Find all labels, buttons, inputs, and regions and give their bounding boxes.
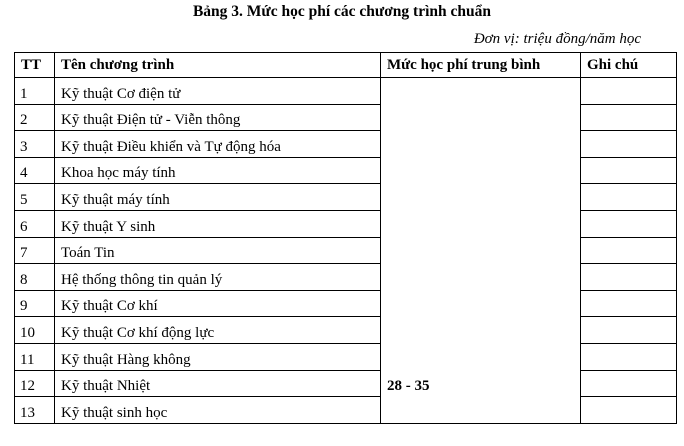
row-program-name: Kỹ thuật Y sinh — [55, 210, 381, 237]
table-header-row — [15, 53, 677, 78]
row-stt: 2 — [15, 104, 55, 131]
row-program-name: Kỹ thuật Cơ khí — [55, 290, 381, 317]
row-stt: 10 — [15, 317, 55, 344]
row-note — [581, 264, 677, 291]
row-program-name: Kỹ thuật Nhiệt — [55, 370, 381, 397]
row-program-name: Kỹ thuật Cơ điện tử — [55, 78, 381, 105]
row-program-name: Hệ thống thông tin quản lý — [55, 264, 381, 291]
row-stt: 6 — [15, 210, 55, 237]
row-stt: 8 — [15, 264, 55, 291]
row-note — [581, 290, 677, 317]
row-note — [581, 317, 677, 344]
row-program-name: Khoa học máy tính — [55, 157, 381, 184]
header-program: Tên chương trình — [55, 53, 381, 78]
row-note — [581, 184, 677, 211]
row-program-name: Toán Tin — [55, 237, 381, 264]
header-stt: TT — [15, 53, 55, 78]
row-stt: 5 — [15, 184, 55, 211]
row-stt: 4 — [15, 157, 55, 184]
row-note — [581, 210, 677, 237]
unit-note: Đơn vị: triệu đồng/năm học — [473, 31, 641, 47]
row-program-name: Kỹ thuật Điều khiển và Tự động hóa — [55, 131, 381, 158]
table-row — [15, 78, 677, 105]
table-caption: Bảng 3. Mức học phí các chương trình chuẩn — [192, 3, 492, 20]
row-stt: 13 — [15, 397, 55, 424]
row-stt: 11 — [15, 343, 55, 370]
row-note — [581, 78, 677, 105]
row-note — [581, 157, 677, 184]
row-program-name: Kỹ thuật máy tính — [55, 184, 381, 211]
header-note: Ghi chú — [581, 53, 677, 78]
row-program-name: Kỹ thuật Điện tử - Viễn thông — [55, 104, 381, 131]
header-fee: Mức học phí trung bình — [381, 53, 581, 78]
row-program-name: Kỹ thuật sinh học — [55, 397, 381, 424]
tuition-table — [14, 52, 677, 424]
row-stt: 3 — [15, 131, 55, 158]
row-stt: 1 — [15, 78, 55, 105]
row-note — [581, 131, 677, 158]
row-stt: 7 — [15, 237, 55, 264]
row-stt: 9 — [15, 290, 55, 317]
row-stt: 12 — [15, 370, 55, 397]
row-program-name: Kỹ thuật Cơ khí động lực — [55, 317, 381, 344]
row-note — [581, 370, 677, 397]
row-note — [581, 343, 677, 370]
row-note — [581, 104, 677, 131]
row-note — [581, 397, 677, 424]
row-note — [581, 237, 677, 264]
row-program-name: Kỹ thuật Hàng không — [55, 343, 381, 370]
fee-value: 28 - 35 — [381, 78, 581, 424]
